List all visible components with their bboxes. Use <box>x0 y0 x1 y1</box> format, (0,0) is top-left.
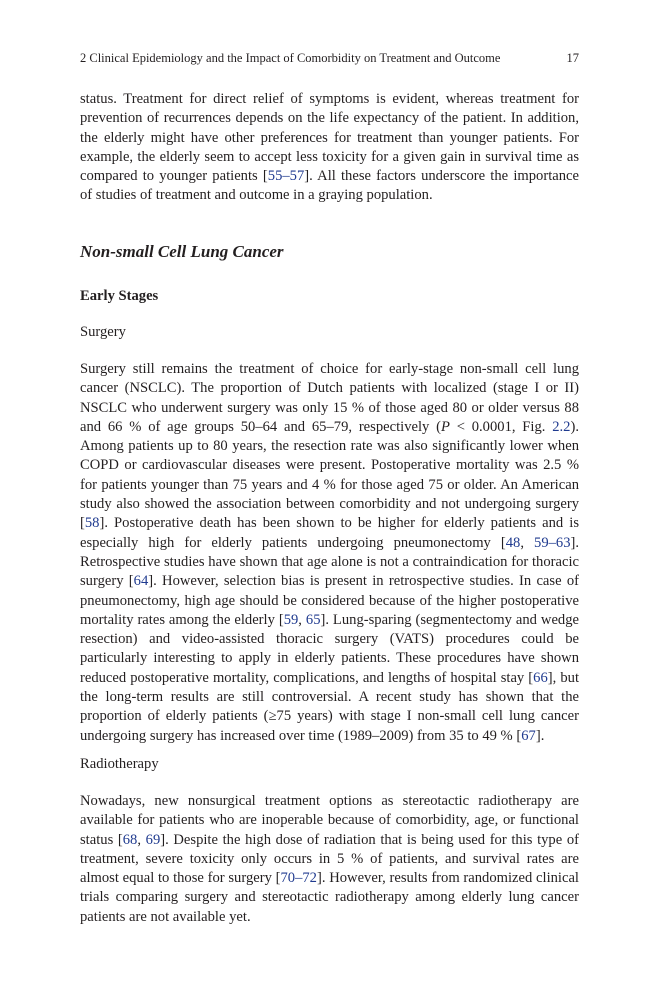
citation-link[interactable]: 65 <box>305 611 321 628</box>
citation-link[interactable]: 69 <box>145 831 161 848</box>
running-head-title: 2 Clinical Epidemiology and the Impact of Comorbidity on Treatment and Outcome <box>80 51 501 65</box>
citation-link[interactable]: 64 <box>133 573 149 590</box>
citation-link[interactable]: 67 <box>521 727 536 744</box>
citation-link[interactable]: 68 <box>122 831 138 848</box>
page-number: 17 <box>566 51 579 65</box>
citation-link[interactable]: 55–57 <box>267 168 305 185</box>
citation-link[interactable]: 70–72 <box>280 870 317 887</box>
surgery-paragraph: Surgery still remains the treatment of choice for early-stage non-small cell lung cancer (NSCLC). The proportion of Dutch patients with localized (stage I or II) NSCLC who underwent surgery was only 15 % of those aged 80 or older versus 88 and 66 % of age groups 50–64 and 65–79, respectively (P < 0.0001, Fig. 2.2). Among patients up to 80 years, the resection rate was also significantly lower when COPD or cardiovascular diseases were present. Postoperative mortality was 2.5 % for patients younger than 75 years and 4 % for those aged 75 or older. An American study also showed the association between comorbidity and not undergoing surgery [58]. Postoperative death has been shown to be higher for elderly patients and is especially high for elderly patients undergoing pneumonectomy [48, 59–63]. Retrospective studies have shown that age alone is not a contraindication for thoracic surgery [64]. However, selection bias is present in retrospective studies. In case of pneumonectomy, high age should be considered because of the higher postoperative mortality rates among the elderly [59, 65]. Lung-sparing (segmentectomy and wedge resection) and video-assisted thoracic surgery (VATS) procedures could be particularly interesting to apply in elderly patients. These procedures have shown reduced postoperative mortality, complications, and lengths of hospital stay [66], but the long-term results are still controversial. A recent study has shown that the proportion of elderly patients (≥75 years) with stage I non-small cell lung cancer undergoing surgery has increased over time (1989–2009) from 35 to 49 % [67]. <box>80 361 580 744</box>
citation-link[interactable]: 58 <box>84 515 100 532</box>
intro-paragraph: status. Treatment for direct relief of symptoms is evident, whereas treatment for prevention of recurrences depends on the life expectancy of the patient. In addition, the elderly might have other preferences for treatment than younger patients. For example, the elderly seem to accept less toxicity for a given gain in survival time as compared to younger patients [55–57]. All these factors underscore the importance of studies of treatment and outcome in a graying population. <box>80 91 579 204</box>
citation-link[interactable]: 66 <box>533 669 548 686</box>
radiotherapy-paragraph: Nowadays, new nonsurgical treatment options as stereotactic radiotherapy are available for patients who are inoperable because of comorbidity, age, or functional status [68, 69]. Despite the high dose of radiation that is being used for this type of treatment, severe toxicity only occurs in 5 % of patients, and survival rates are almost equal to those for surgery [70–72]. However, results from randomized clinical trials comparing surgery and stereotactic radiotherapy among elderly lung cancer patients are not available yet. <box>80 793 579 925</box>
section-title: Non-small Cell Lung Cancer <box>80 242 284 261</box>
citation-link[interactable]: 59–63 <box>534 534 571 551</box>
surgery-heading: Surgery <box>80 324 126 340</box>
citation-link[interactable]: 48 <box>505 534 521 551</box>
subsection-title: Early Stages <box>80 288 159 304</box>
radiotherapy-heading: Radiotherapy <box>80 756 159 772</box>
running-head <box>80 51 579 66</box>
figure-link[interactable]: 2.2 <box>552 418 571 435</box>
citation-link[interactable]: 59 <box>283 611 299 628</box>
